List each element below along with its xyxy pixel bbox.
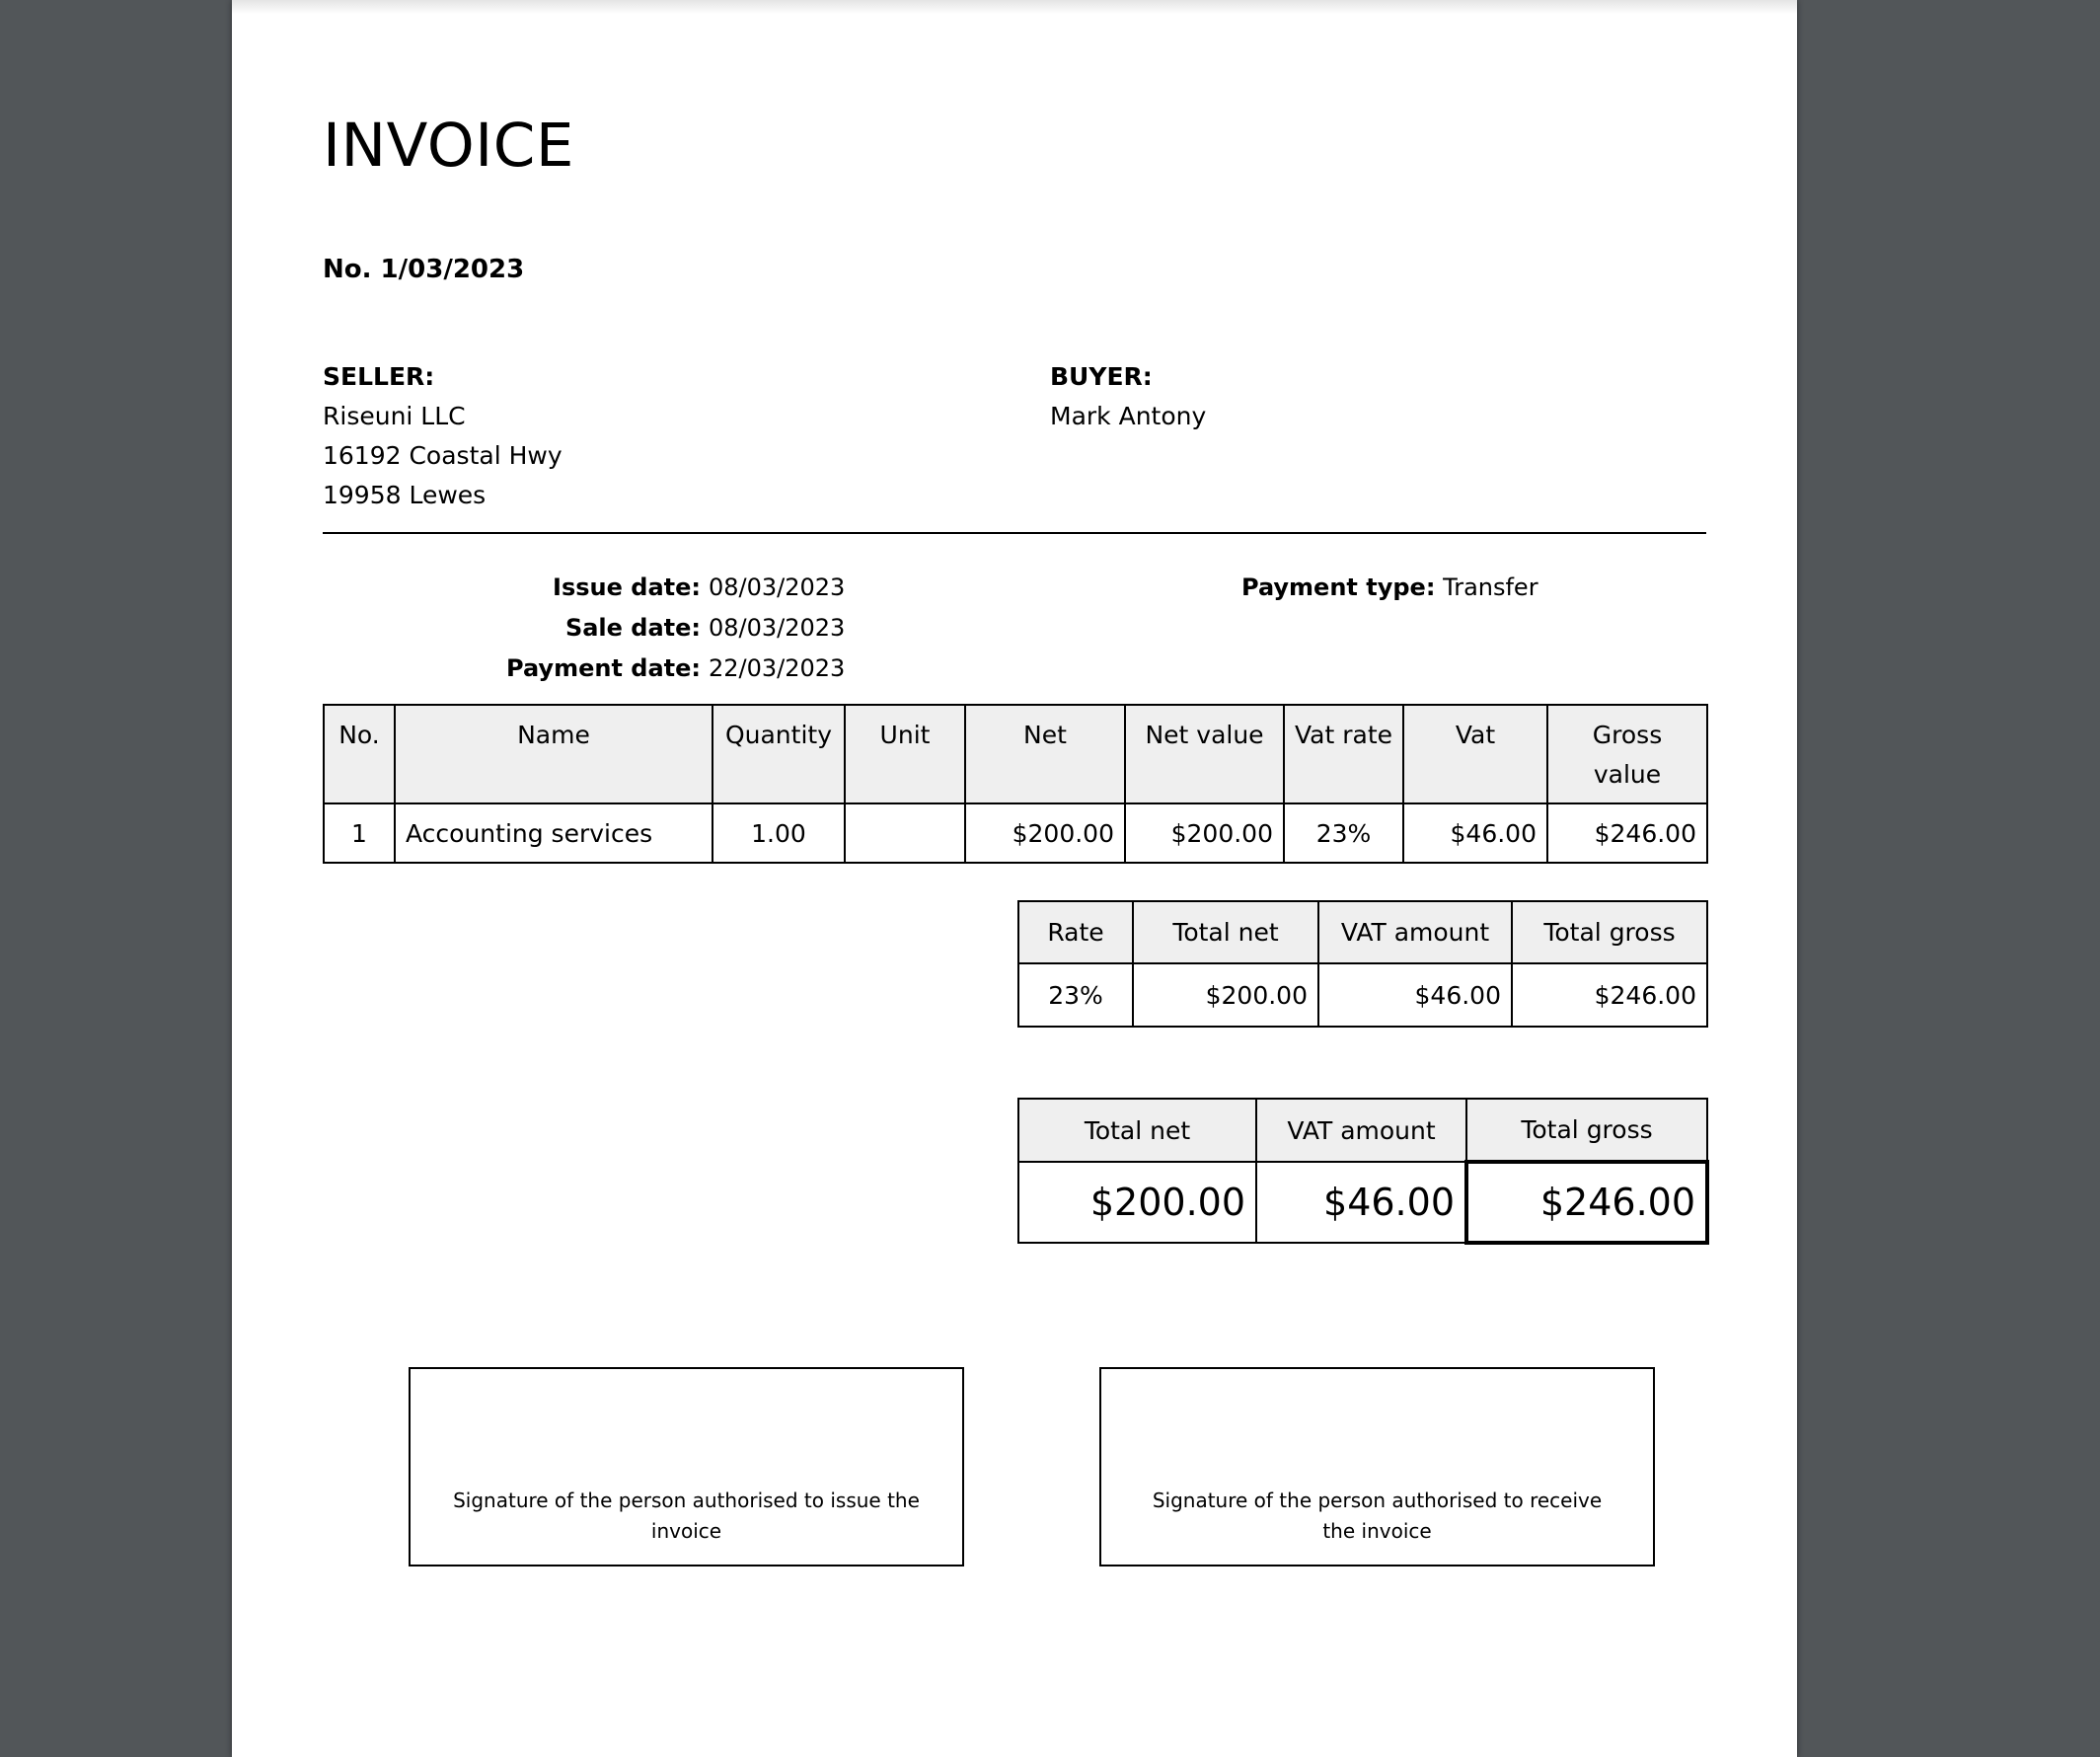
seller-city: 19958 Lewes xyxy=(323,481,487,509)
items-header-row xyxy=(324,705,1707,803)
col-header-net-value: Net value xyxy=(1125,705,1284,803)
issuer-signature-label: Signature of the person authorised to issue the invoice xyxy=(453,1489,920,1543)
col-header-vat: Vat xyxy=(1403,705,1547,803)
summary-header-rate: Rate xyxy=(1018,901,1133,963)
summary-header-total-net: Total net xyxy=(1133,901,1318,963)
totals-total-gross: $246.00 xyxy=(1466,1162,1707,1243)
invoice-number: No. 1/03/2023 xyxy=(323,255,525,284)
totals-total-net: $200.00 xyxy=(1018,1162,1256,1243)
issuer-signature-box xyxy=(409,1367,964,1566)
item-gross-value: $246.00 xyxy=(1547,803,1707,863)
seller-street: 16192 Coastal Hwy xyxy=(323,441,562,470)
invoice-page xyxy=(232,0,1797,1757)
item-unit xyxy=(845,803,965,863)
item-net: $200.00 xyxy=(965,803,1125,863)
seller-heading: SELLER: xyxy=(323,362,435,391)
summary-total-gross: $246.00 xyxy=(1512,963,1707,1027)
summary-rate: 23% xyxy=(1018,963,1133,1027)
summary-vat-amount: $46.00 xyxy=(1318,963,1512,1027)
payment-type-label: Payment type: xyxy=(1241,573,1436,601)
buyer-block xyxy=(1050,357,1206,436)
items-table xyxy=(323,704,1708,864)
seller-block xyxy=(323,357,562,515)
totals-header-total-net: Total net xyxy=(1018,1099,1256,1162)
col-header-vat-rate: Vat rate xyxy=(1284,705,1403,803)
sale-date-value: 08/03/2023 xyxy=(709,614,846,642)
issue-date-row xyxy=(506,568,854,608)
summary-header-vat-amount: VAT amount xyxy=(1318,901,1512,963)
invoice-title: INVOICE xyxy=(323,111,574,181)
table-row xyxy=(1018,963,1707,1027)
item-name: Accounting services xyxy=(395,803,712,863)
payment-date-value: 22/03/2023 xyxy=(709,654,846,682)
totals-row xyxy=(1018,1162,1707,1243)
item-net-value: $200.00 xyxy=(1125,803,1284,863)
issue-date-value: 08/03/2023 xyxy=(709,573,846,601)
summary-total-net: $200.00 xyxy=(1133,963,1318,1027)
item-vat: $46.00 xyxy=(1403,803,1547,863)
col-header-quantity: Quantity xyxy=(712,705,845,803)
totals-vat-amount: $46.00 xyxy=(1256,1162,1466,1243)
receiver-signature-label: Signature of the person authorised to receive the invoice xyxy=(1152,1489,1603,1543)
payment-date-label: Payment date: xyxy=(506,654,701,682)
totals-header-total-gross: Total gross xyxy=(1466,1099,1707,1162)
col-header-name: Name xyxy=(395,705,712,803)
seller-name: Riseuni LLC xyxy=(323,402,466,430)
payment-type-value: Transfer xyxy=(1443,573,1538,601)
buyer-heading: BUYER: xyxy=(1050,362,1153,391)
section-divider xyxy=(323,532,1706,534)
item-no: 1 xyxy=(324,803,395,863)
receiver-signature-box xyxy=(1099,1367,1655,1566)
totals-table xyxy=(1017,1098,1709,1245)
summary-header-total-gross: Total gross xyxy=(1512,901,1707,963)
col-header-gross-value: Gross value xyxy=(1547,705,1707,803)
col-header-no: No. xyxy=(324,705,395,803)
item-vat-rate: 23% xyxy=(1284,803,1403,863)
totals-header-row xyxy=(1018,1099,1707,1162)
issue-date-label: Issue date: xyxy=(553,573,701,601)
buyer-name: Mark Antony xyxy=(1050,402,1207,430)
col-header-net: Net xyxy=(965,705,1125,803)
sale-date-label: Sale date: xyxy=(564,614,701,642)
table-row xyxy=(324,803,1707,863)
vat-summary-table xyxy=(1017,900,1708,1028)
totals-header-vat-amount: VAT amount xyxy=(1256,1099,1466,1162)
dates-block xyxy=(506,568,854,689)
sale-date-row xyxy=(506,608,854,649)
payment-date-row xyxy=(506,649,854,689)
vat-summary-header-row xyxy=(1018,901,1707,963)
item-quantity: 1.00 xyxy=(712,803,845,863)
payment-type xyxy=(1241,568,1538,608)
col-header-unit: Unit xyxy=(845,705,965,803)
